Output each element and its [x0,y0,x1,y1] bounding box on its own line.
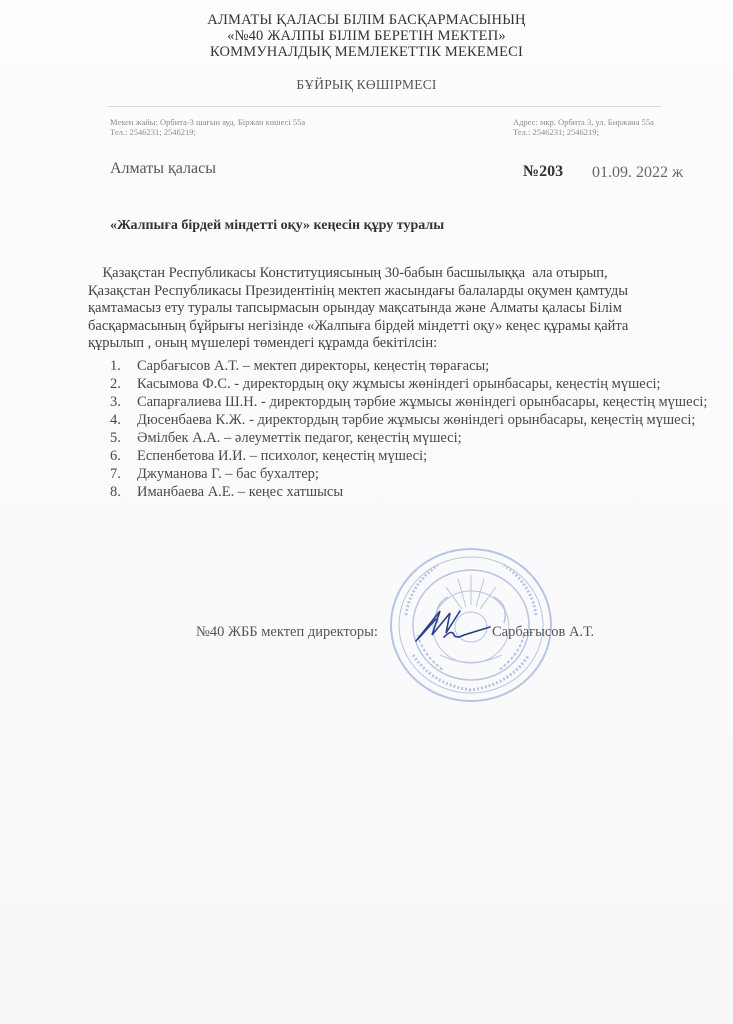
list-text: Дюсенбаева К.Ж. - директордың тәрбие жұмысы жөніндегі орынбасары, кеңестің мүшесі; [137,412,696,428]
list-number: 8. [110,484,121,500]
address-russian-phone: Тел.: 2546231; 2546219; [513,127,599,137]
list-item [110,483,710,501]
order-date: 01.09. 2022 ж [592,164,684,181]
signatory-name: Сарбағысов А.Т. [492,624,595,640]
city: Алматы қаласы [110,160,216,177]
list-item [110,447,710,465]
header-line-2: «№40 ЖАЛПЫ БІЛІМ БЕРЕТІН МЕКТЕП» [227,28,506,44]
members-list [110,357,710,501]
address-russian [513,117,654,137]
header-divider [108,106,661,107]
address-kazakh [110,117,305,137]
list-text: Сапарғалиева Ш.Н. - директордың тәрбие жұмысы жөніндегі орынбасары, кеңестің мүшесі; [137,394,708,410]
list-item [110,465,710,483]
list-number: 5. [110,430,121,446]
list-item [110,375,710,393]
list-item [110,357,710,375]
address-kazakh-phone: Тел.: 2546231; 2546219; [110,127,196,137]
header-line-3: КОММУНАЛДЫҚ МЕМЛЕКЕТТІК МЕКЕМЕСІ [209,44,524,60]
list-item [110,411,710,429]
list-item [110,393,710,411]
body-line-1: Қазақстан Республикасы Конституциясының 30-бабын басшылыққа ала отырып, [88,265,608,281]
list-number: 7. [110,466,121,482]
director-signature-icon [410,605,500,645]
order-number: №203 [523,163,564,180]
address-kazakh-street: Мекен жайы: Орбита-3 шағын ауд. Біржан көшесі 55а [110,117,306,127]
list-number: 2. [110,376,121,392]
body-line-3: қамтамасыз ету туралы тапсырмасын орындау мақсатында және Алматы қаласы Білім [88,300,622,316]
list-text: Әмілбек А.А. – әлеуметтік педагог, кеңестің мүшесі; [137,430,462,446]
list-text: Сарбағысов А.Т. – мектеп директоры, кеңестің төрағасы; [137,358,490,374]
address-russian-street: Адрес: мкр. Орбита 3, ул. Биржана 55а [513,117,654,127]
list-text: Касымова Ф.С. - директордың оқу жұмысы жөніндегі орынбасары, кеңестің мүшесі; [137,376,661,392]
body-line-5: құрылып , оның мүшелері төмендегі құрамда бекітілсін: [88,335,438,351]
list-text: Еспенбетова И.И. – психолог, кеңестің мүшесі; [137,448,428,464]
list-number: 6. [110,448,121,464]
signatory-title: №40 ЖББ мектеп директоры: [196,624,378,640]
list-number: 3. [110,394,121,410]
list-text: Иманбаева А.Е. – кеңес хатшысы [137,484,344,500]
document-body [88,265,708,353]
document-type: БҰЙРЫҚ КӨШІРМЕСІ [296,77,437,92]
header-line-1: АЛМАТЫ ҚАЛАСЫ БІЛІМ БАСҚАРМАСЫНЫҢ [207,12,526,28]
body-line-4: басқармасының бұйрығы негізінде «Жалпыға бірдей міндетті оқу» кеңес құрамы қайта [88,317,629,334]
document-title: «Жалпыға бірдей міндетті оқу» кеңесін құру туралы [110,218,445,233]
list-number: 1. [110,358,121,374]
list-text: Джуманова Г. – бас бухалтер; [137,466,319,482]
list-number: 4. [110,412,121,428]
body-line-2: Қазақстан Республикасы Президентінің мектеп жасындағы балаларды оқумен қамтуды [88,282,628,299]
list-item [110,429,710,447]
